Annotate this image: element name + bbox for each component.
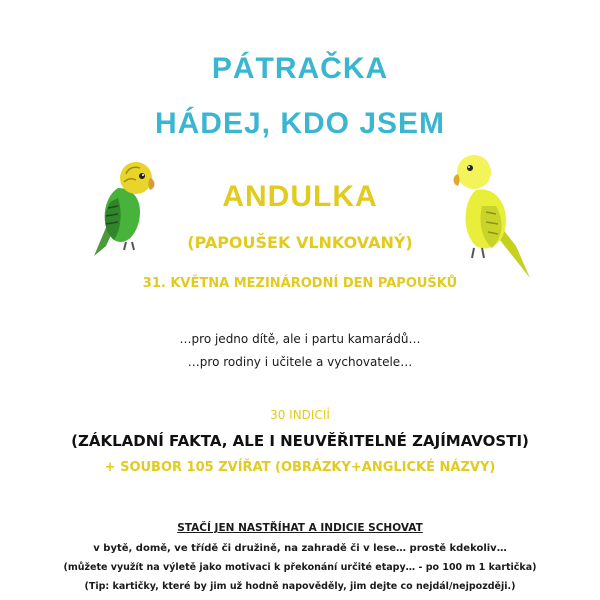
animal-name: ANDULKA [222, 180, 378, 213]
instructions-heading: STAČÍ JEN NASTŘÍHAT A INDICIE SCHOVAT [177, 522, 423, 534]
page-title: PÁTRAČKA [211, 52, 389, 85]
parrot-day-note: 31. KVĚTNA MEZINÁRODNÍ DEN PAPOUŠKŮ [142, 276, 458, 291]
facts-description: (ZÁKLADNÍ FAKTA, ALE I NEUVĚŘITELNÉ ZAJÍMAVOSTI) [71, 432, 529, 450]
animal-set-note: + SOUBOR 105 ZVÍŘAT (OBRÁZKY+ANGLICKÉ NÁZVY) [104, 460, 496, 475]
page-subtitle: HÁDEJ, KDO JSEM [154, 107, 446, 140]
animal-subtitle: (PAPOUŠEK VLNKOVANÝ) [187, 233, 413, 252]
audience-line-1: …pro jedno dítě, ale i partu kamarádů… [179, 332, 421, 346]
instructions-line-2: (můžete využít na výletě jako motivaci k překonání určité etapy… - po 100 m 1 kartička) [63, 562, 537, 573]
instructions-line-3: (Tip: kartičky, které by jim už hodně napověděly, jim dejte co nejdál/nejpozději.) [84, 581, 516, 592]
yellow-budgie-icon [452, 150, 534, 280]
clues-count: 30 INDICIÍ [270, 408, 330, 422]
audience-line-2: …pro rodiny i učitele a vychovatele… [187, 355, 413, 369]
instructions-line-1: v bytě, domě, ve třídě či družině, na zahradě či v lese… prostě kdekoliv… [93, 543, 507, 554]
